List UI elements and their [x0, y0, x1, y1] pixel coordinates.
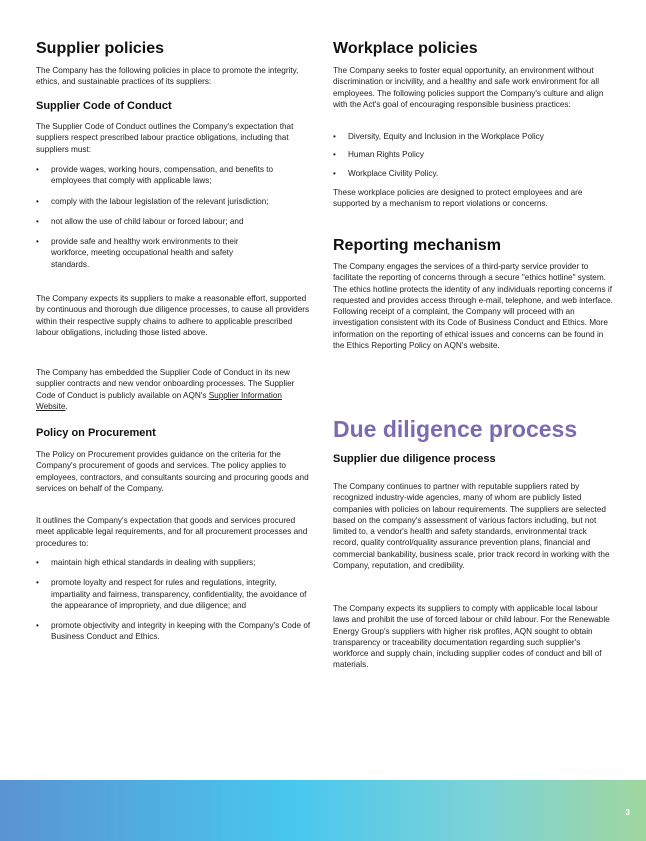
list-item: • maintain high ethical standards in dealing with suppliers;: [36, 557, 312, 568]
supplier-code-bullets: [36, 164, 312, 270]
reporting-heading: Reporting mechanism: [333, 237, 502, 254]
procurement-heading: Policy on Procurement: [36, 427, 156, 439]
list-item: • not allow the use of child labour or forced labour; and: [36, 216, 312, 227]
supplier-code-intro: The Supplier Code of Conduct outlines the Company's expectation that suppliers respect prescribed labour practice obligations, including that suppliers must:: [36, 122, 294, 154]
reporting-para: The Company engages the services of a third-party service provider to facilitate the reporting of concerns through a secure "ethics hotline" system. The ethics hotline protects the identity of any individuals reporting concerns if requested and provides access through e-mail, telephone, and web interface. Following receipt of a complaint, the Company will proceed with an investigation consistent with its Code of Business Conduct and Ethics. More information on the reporting of ethical issues and concerns can be found in the Ethics Reporting Policy on AQN's website.: [333, 262, 613, 351]
list-item: • provide safe and healthy work environments to their workforce, meeting occupational health and safety standards.: [36, 236, 312, 270]
procurement-para2: It outlines the Company's expectation that goods and services procured meet applicable legal requirements, and for all procurement processes and procedures to:: [36, 516, 308, 548]
supplier-policies-heading: Supplier policies: [36, 40, 165, 57]
supplier-code-para3-end: .: [65, 401, 68, 411]
supplier-policies-intro: The Company has the following policies in place to promote the integrity, ethics, and sustainable practices of its suppliers:: [36, 66, 299, 87]
list-item: • Workplace Civility Policy.: [333, 168, 613, 179]
supplier-code-para2: The Company expects its suppliers to make a reasonable effort, supported by continuous and thorough due diligence processes, to cause all providers within their respective supply chains to adhere to applicable prescribed labour obligations, including those listed above.: [36, 294, 310, 337]
list-item: • Diversity, Equity and Inclusion in the Workplace Policy: [333, 131, 613, 142]
workplace-policies-heading: Workplace policies: [333, 40, 478, 57]
supplier-information-link[interactable]: Supplier Information Website: [36, 390, 282, 411]
supplier-code-para3: [36, 367, 312, 412]
list-item: • promote objectivity and integrity in keeping with the Company's Code of Business Conduct and Ethics.: [36, 620, 312, 643]
list-item: • provide wages, working hours, compensation, and benefits to employees that comply with applicable laws;: [36, 164, 312, 187]
list-item: • Human Rights Policy: [333, 149, 613, 160]
footer-gradient-bar: [0, 780, 646, 841]
workplace-policies-outro: These workplace policies are designed to protect employees and are supported by a mechanism to report violations or concerns.: [333, 188, 583, 209]
procurement-para1: The Policy on Procurement provides guidance on the criteria for the Company's procurement of goods and services. The policy applies to employees, contractors, and consultants sourcing and procuring goods and services on behalf of the Company.: [36, 450, 309, 493]
workplace-policies-intro: The Company seeks to foster equal opportunity, an environment without discrimination or incivility, and a healthy and safe work environment for all employees. The following policies support the Company's culture and align with the Act's goal of encouraging responsible business practices:: [333, 66, 604, 109]
due-diligence-para1: The Company continues to partner with reputable suppliers rated by recognized industry-wide agencies, many of whom are publicly listed companies with policies on labour requirements. The suppliers are selected based on the company's assessment of various factors including, but not limited to, a vendor's health and safety standards, environmental track record, quality control/quality assurance prevention plans, financial and commercial bankability, business scale, prior track record in working with the Company, reputation, and credibility.: [333, 482, 610, 571]
supplier-due-diligence-subheading: Supplier due diligence process: [333, 453, 496, 465]
list-item: • comply with the labour legislation of the relevant jurisdiction;: [36, 196, 312, 207]
supplier-code-heading: Supplier Code of Conduct: [36, 100, 172, 112]
procurement-bullets: [36, 557, 312, 643]
page-number: 3: [625, 808, 630, 817]
due-diligence-para2: The Company expects its suppliers to comply with applicable local labour laws and prohibit the use of forced labour or child labour. For the Renewable Energy Group's suppliers with higher risk profiles, AQN sought to obtain transparency or traceability documentation regarding such supplier's workforce and supply chain, including supplier codes of conduct and bill of materials.: [333, 604, 610, 670]
supplier-code-para3-text: The Company has embedded the Supplier Code of Conduct in its new supplier contracts and new vendor onboarding processes. The Supplier Code of Conduct is publicly available on AQN's: [36, 368, 295, 400]
workplace-policies-bullets: [333, 131, 613, 179]
list-item: • promote loyalty and respect for rules and regulations, integrity, impartiality and fairness, transparency, confidentiality, the avoidance of the appearance of impropriety, and due diligence; and: [36, 577, 312, 611]
due-diligence-heading: Due diligence process: [333, 416, 578, 442]
